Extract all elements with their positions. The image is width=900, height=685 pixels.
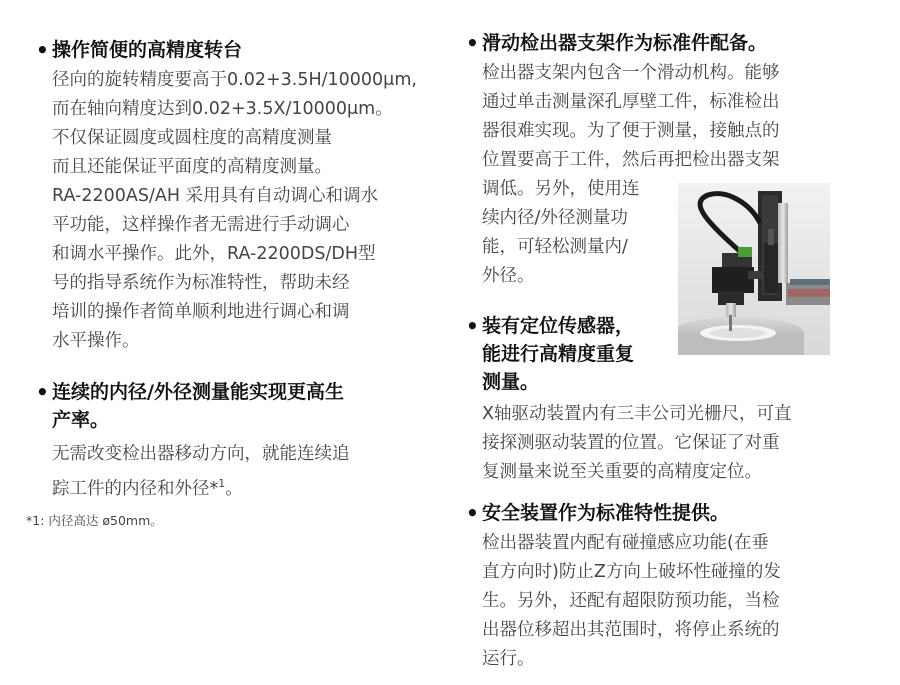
heading-line: 测量。	[482, 371, 540, 393]
body-line: X轴驱动装置内有三丰公司光栅尺，可直	[482, 404, 792, 424]
footnote: *1: 内径高达 ø50mm。	[26, 513, 163, 528]
body-line: 能，可轻松测量内/	[482, 237, 628, 257]
section-turntable	[36, 36, 422, 356]
body-text: 。	[225, 478, 243, 499]
section-body	[466, 529, 852, 674]
body-line: 而且还能保证平面度的高精度测量。	[52, 157, 332, 177]
body-line: 器很难实现。为了便于测量，接触点的	[482, 121, 780, 141]
heading-text: 安全装置作为标准特性提供。	[482, 502, 730, 524]
body-line: 生。另外，还配有超限防预功能，当检	[482, 591, 780, 611]
heading-line: 产率。	[52, 409, 110, 431]
body-line: 而在轴向精度达到0.02+3.5X/10000μm。	[52, 99, 393, 119]
body-line: 检出器装置内配有碰撞感应功能(在垂	[482, 533, 769, 553]
heading-text: 滑动检出器支架作为标准件配备。	[482, 32, 768, 54]
body-line: 水平操作。	[52, 331, 140, 351]
body-line: 调低。另外，使用连	[482, 179, 640, 199]
body-line: 续内径/外径测量功	[482, 208, 628, 228]
body-line: 和调水平操作。此外，RA-2200DS/DH型	[52, 244, 376, 264]
section-title	[466, 29, 852, 57]
section-title	[36, 378, 422, 434]
body-line: 培训的操作者简单顺利地进行调心和调	[52, 302, 350, 322]
bullet: •	[466, 31, 479, 55]
body-line: 检出器支架内包含一个滑动机构。能够	[482, 63, 780, 83]
detector-holder-image	[678, 183, 830, 355]
body-line: 通过单击测量深孔厚壁工件，标准检出	[482, 92, 780, 112]
body-line: 位置要高于工件，然后再把检出器支架	[482, 150, 780, 170]
section-safety	[466, 499, 852, 674]
section-body	[36, 66, 422, 356]
bullet: •	[36, 380, 49, 404]
body-line: 不仅保证圆度或圆柱度的高精度测量	[52, 128, 332, 148]
section-title	[36, 36, 422, 64]
heading-text: 操作简便的高精度转台	[52, 39, 243, 61]
body-line: 运行。	[482, 649, 535, 669]
body-line	[52, 469, 422, 504]
body-line: 接探测驱动装置的位置。它保证了对重	[482, 433, 780, 453]
bullet: •	[36, 38, 49, 62]
body-line: 直方向时)防止Z方向上破坏性碰撞的发	[482, 562, 781, 582]
body-line: 无需改变检出器移动方向，就能连续追	[52, 444, 350, 464]
body-line: 外径。	[482, 266, 535, 286]
body-line: RA-2200AS/AH 采用具有自动调心和调水	[52, 186, 379, 206]
bullet: •	[466, 501, 479, 525]
body-line: 平功能，这样操作者无需进行手动调心	[52, 215, 350, 235]
heading-line: 能进行高精度重复	[482, 343, 635, 365]
body-text: 踪工件的内径和外径*	[52, 478, 219, 499]
heading-line: 连续的内径/外径测量能实现更高生	[52, 381, 344, 403]
detector-holder-photo	[678, 183, 830, 355]
bullet: •	[466, 314, 479, 338]
body-line: 径向的旋转精度要高于0.02+3.5H/10000μm,	[52, 70, 417, 90]
section-continuous-measure	[36, 378, 422, 504]
body-line: 号的指导系统作为标准特性，帮助未经	[52, 273, 350, 293]
section-body	[36, 440, 422, 504]
section-body	[466, 400, 852, 487]
heading-line: 装有定位传感器，	[482, 315, 635, 337]
body-line: 出器位移超出其范围时，将停止系统的	[482, 620, 780, 640]
footnote-ref: 1	[218, 477, 226, 490]
body-line: 复测量来说至关重要的高精度定位。	[482, 462, 762, 482]
section-title	[466, 499, 852, 527]
